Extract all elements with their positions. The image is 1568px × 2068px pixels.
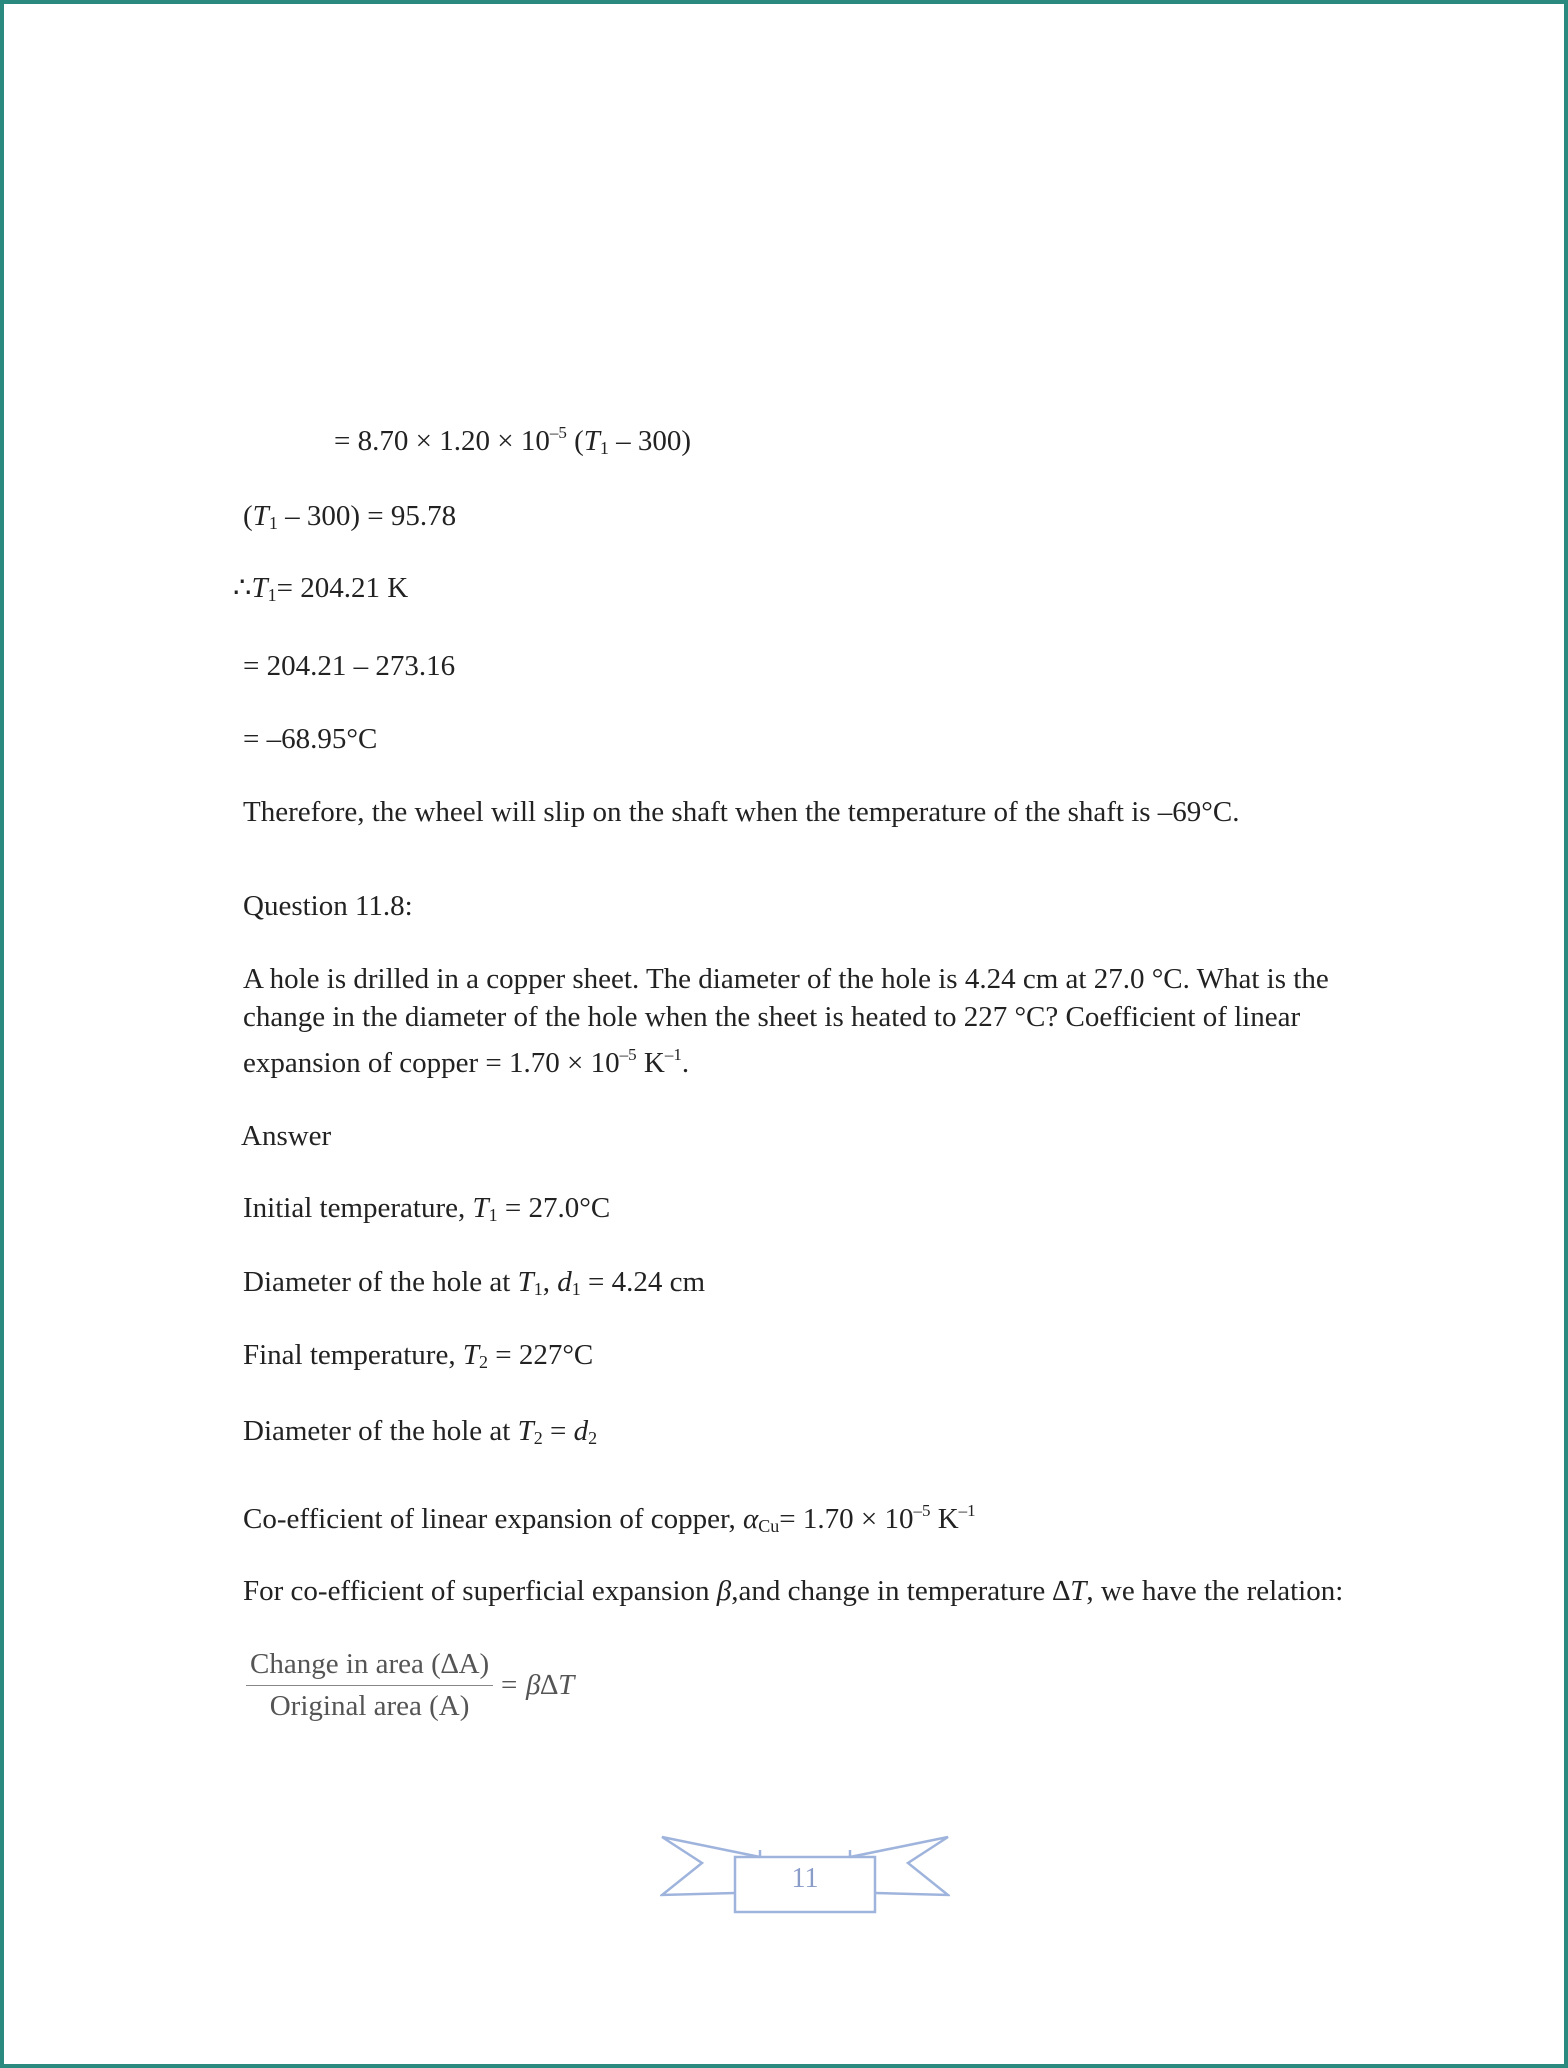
page-number: 11 bbox=[791, 1863, 819, 1894]
answer-title: Answer bbox=[241, 1120, 332, 1152]
question-title: Question 11.8: bbox=[243, 890, 413, 922]
equation-line: $\therefore T_1= 204.21$ K bbox=[233, 572, 409, 605]
equation-line: $(T_1 - 300) = 95.78$ bbox=[243, 500, 457, 533]
answer-line: Co-efficient of linear expansion of copper, $\alpha_{Cu}= 1.70 \times 10^{-5}$ $K^{-1}$ bbox=[243, 1501, 976, 1536]
area-expansion-formula bbox=[246, 1648, 574, 1723]
answer-line: Diameter of the hole at $T_1$, $d_1 = 4.24$ cm bbox=[243, 1266, 706, 1299]
equation-line: = 204.21 – 273.16 bbox=[243, 650, 456, 682]
answer-paragraph: For co-efficient of superficial expansion β,and change in temperature ∆T, we have the relation: bbox=[243, 1575, 1344, 1607]
formula-rhs: = β∆T bbox=[499, 1669, 575, 1701]
answer-line: Final temperature, $T_2 = 227^\circ C$ bbox=[243, 1339, 594, 1372]
formula-denominator: Original area (A) bbox=[269, 1690, 470, 1722]
equation-line: = $8.70 \times 1.20 \times 10^{-5}$ $(T_1 - 300)$ bbox=[334, 423, 692, 458]
equation-line: = –68.95°C bbox=[243, 723, 378, 755]
formula-numerator: Change in area (∆A) bbox=[246, 1648, 493, 1686]
page-number-banner bbox=[660, 1835, 950, 1915]
answer-line: Diameter of the hole at $T_2 = d_2$ bbox=[243, 1415, 598, 1448]
conclusion-text: Therefore, the wheel will slip on the shaft when the temperature of the shaft is –69°C. bbox=[243, 796, 1240, 828]
question-text: A hole is drilled in a copper sheet. The diameter of the hole is 4.24 cm at 27.0 °C. What is the change in the diameter of the hole when the sheet is heated to 227 °C? Coefficient of linear expansion of copper = $1.70 \times 10^{-5}$ $K^{-1}$. bbox=[243, 963, 1329, 1079]
answer-line: Initial temperature, $T_1 = 27.0^\circ C$ bbox=[243, 1192, 611, 1225]
